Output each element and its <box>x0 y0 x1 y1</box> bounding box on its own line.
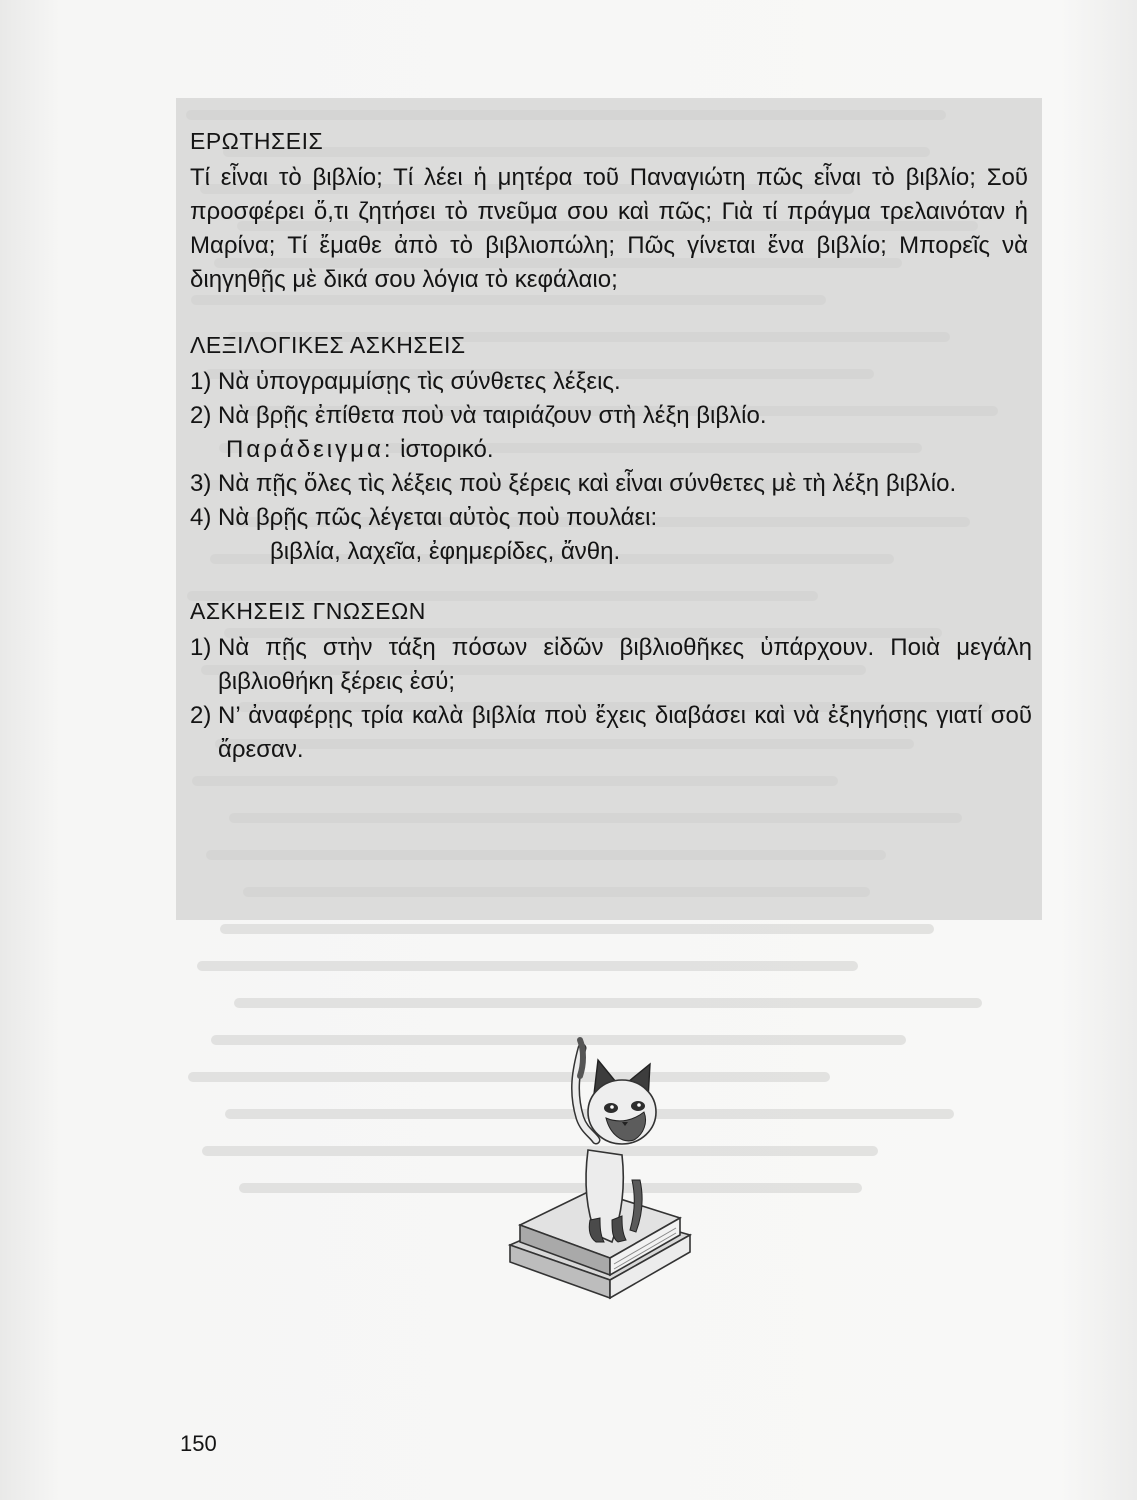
list-item <box>190 501 1032 535</box>
page-number: 150 <box>180 1431 217 1456</box>
show-through-line <box>234 998 982 1008</box>
list-item <box>190 467 1032 501</box>
item-number: 3) <box>190 470 212 497</box>
item-text: Ν’ ἀναφέρῃς τρία καλὰ βιβλία ποὺ ἔχεις διαβάσει καὶ νὰ ἐξηγήσῃς γιατί σοῦ ἄρεσαν. <box>218 702 1032 763</box>
list-item <box>190 399 1032 433</box>
questions-text: Τί εἶναι τὸ βιβλίο; Τί λέει ἡ μητέρα τοῦ Παναγιώτη πῶς εἶναι τὸ βιβλίο; Σοῦ προσφέρει ὅ,τι ζητήσει τὸ πνεῦμα σου καὶ πῶς; Γιὰ τί πράγμα τρελαινόταν ἡ Μαρίνα; Τί ἔμαθε ἀπὸ τὸ βιβλιοπώλη; Πῶς γίνεται ἕνα βιβλίο; Μπορεῖς νὰ διηγηθῇς μὲ δικά σου λόγια τὸ κεφάλαιο; <box>190 164 1028 293</box>
list-item <box>190 699 1032 767</box>
knowledge-list <box>190 631 1040 767</box>
vocabulary-title: ΛΕΞΙΛΟΓΙΚΕΣ ΑΣΚΗΣΕΙΣ <box>190 332 466 358</box>
show-through-line <box>229 813 962 823</box>
questions-title: ΕΡΩΤΗΣΕΙΣ <box>190 128 324 154</box>
example-line <box>190 433 1032 467</box>
sell-list: βιβλία, λαχεῖα, ἐφημερίδες, ἄνθη. <box>270 538 621 565</box>
list-item <box>190 365 1032 399</box>
item-number: 1) <box>190 368 212 395</box>
knowledge-title: ΑΣΚΗΣΕΙΣ ΓΝΩΣΕΩΝ <box>190 598 426 624</box>
item-text: Νὰ πῇς ὅλες τὶς λέξεις ποὺ ξέρεις καὶ εἶναι σύνθετες μὲ τὴ λέξη βιβλίο. <box>218 470 957 497</box>
item-number: 1) <box>190 634 212 661</box>
show-through-line <box>197 961 858 971</box>
item-number: 2) <box>190 702 212 729</box>
item-text: Νὰ βρῇς ἐπίθετα ποὺ νὰ ταιριάζουν στὴ λέξη βιβλίο. <box>218 402 767 429</box>
list-item <box>190 631 1032 699</box>
item-text: Νὰ ὑπογραμμίσῃς τὶς σύνθετες λέξεις. <box>218 368 621 395</box>
show-through-line <box>186 110 946 120</box>
item-text: Νὰ πῇς στὴν τάξη πόσων εἰδῶν βιβλιοθῆκες ὑπάρχουν. Ποιὰ μεγάλη βιβλιοθήκη ξέρεις ἐσύ; <box>218 634 1032 695</box>
vocabulary-list <box>190 365 1040 569</box>
cat-on-books-illustration <box>500 1030 700 1300</box>
item-text: Νὰ βρῇς πῶς λέγεται αὐτὸς ποὺ πουλάει: <box>218 504 658 531</box>
show-through-line <box>243 887 870 897</box>
example-value: ἱστορικό. <box>400 436 494 463</box>
item-number: 4) <box>190 504 212 531</box>
show-through-line <box>192 776 838 786</box>
exercise-content <box>190 125 1040 767</box>
item-number: 2) <box>190 402 212 429</box>
example-label: Παράδειγμα: <box>226 436 394 463</box>
show-through-line <box>206 850 886 860</box>
sell-list-line <box>190 535 1032 569</box>
show-through-line <box>220 924 934 934</box>
